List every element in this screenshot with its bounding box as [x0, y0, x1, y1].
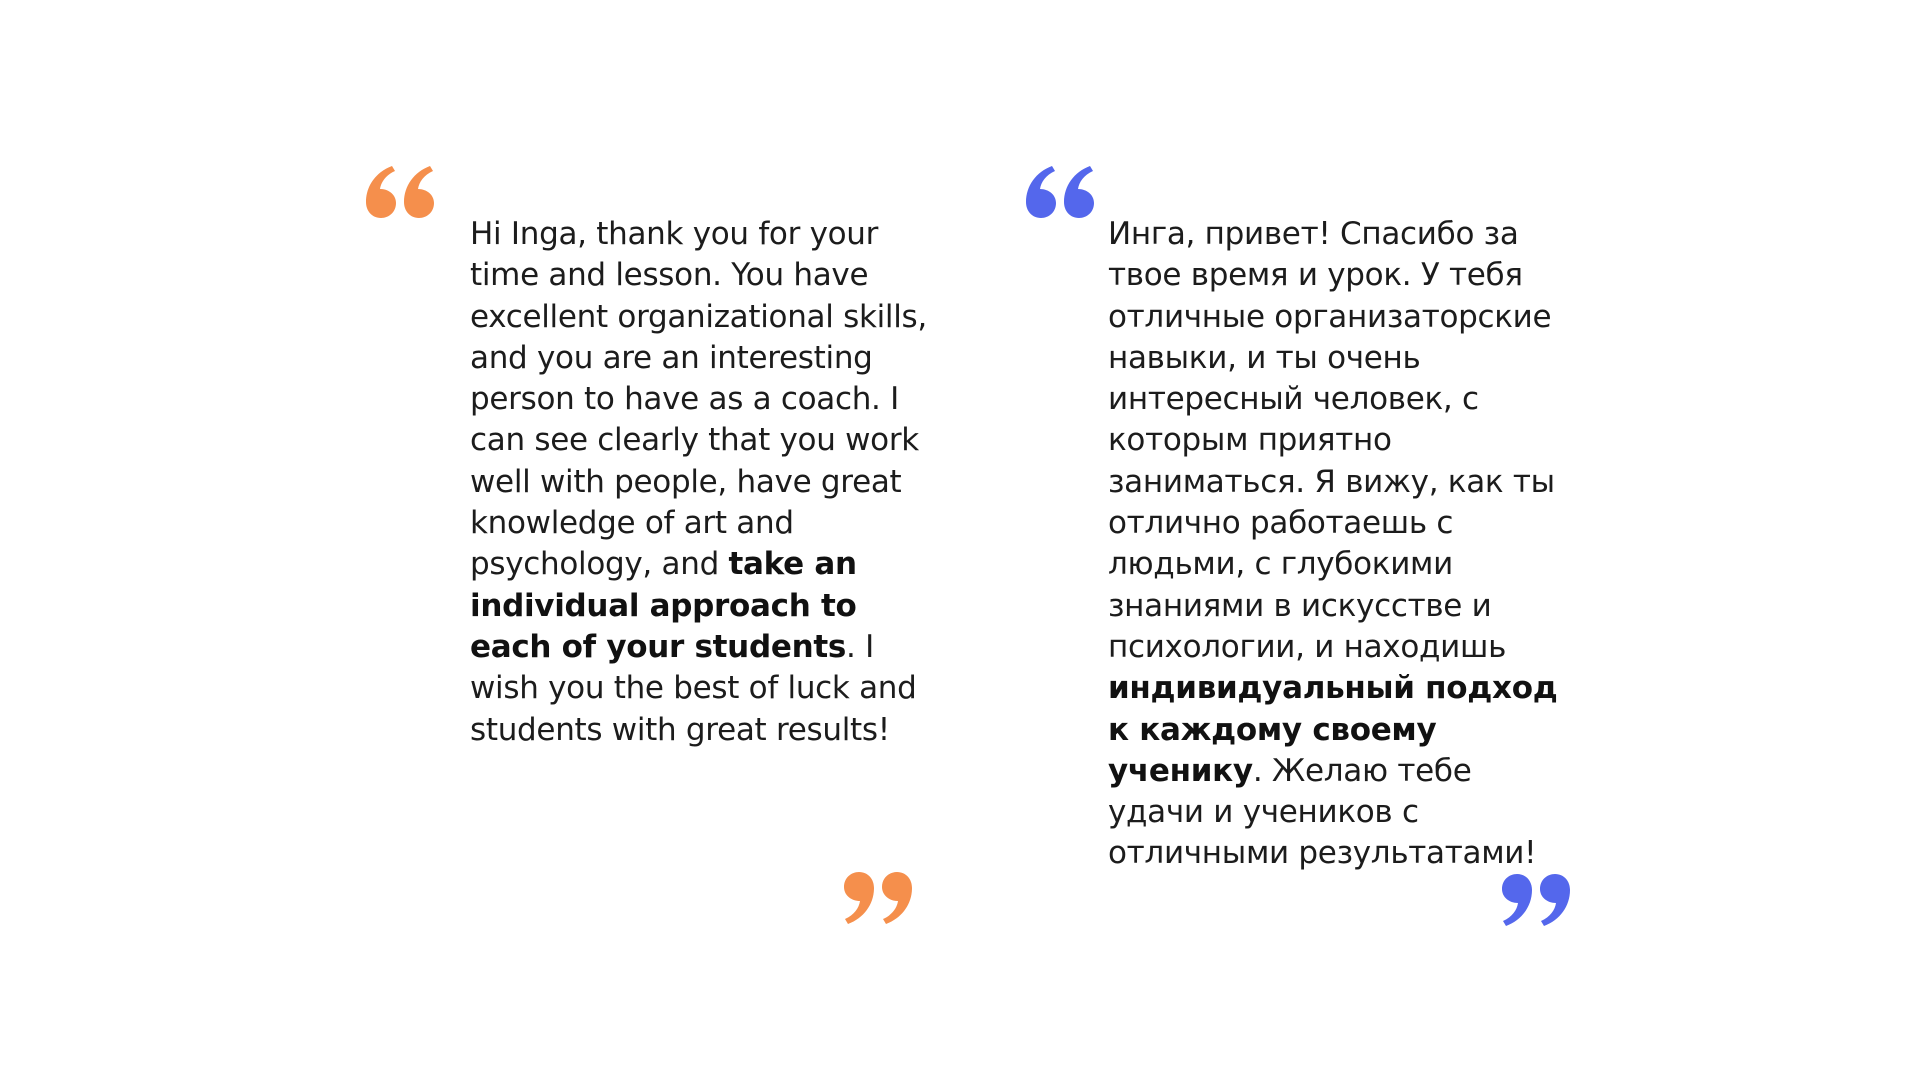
testimonial-text-ru [1108, 214, 1568, 875]
close-quote-icon [844, 872, 912, 924]
testimonial-text-ru-highlight: индивидуальный подход к каждому своему ученику [1108, 670, 1558, 789]
testimonial-text-en-part1: Hi Inga, thank you for your time and lesson. You have excellent organizational skills, and you are an interesting person to have as a coach. I can see clearly that you work well with people, have great knowledge of art and psychology, and [470, 216, 927, 583]
open-quote-icon [366, 166, 434, 218]
testimonial-text-en [470, 214, 930, 751]
close-quote-icon [1502, 874, 1570, 926]
testimonial-text-en-part2: . I wish you the best of luck and students with great results! [470, 628, 917, 748]
testimonial-text-ru-part1: Инга, привет! Спасибо за твое время и урок. У тебя отличные организаторские навыки, и ты очень интересный человек, с которым приятно заниматься. Я вижу, как ты отлично работаешь с людьми, с глубокими знаниями в искусстве и психологии, и находишь [1108, 216, 1555, 665]
testimonial-text-en-highlight: take an individual approach to each of your students [470, 546, 857, 665]
testimonial-text-ru-part2: . Желаю тебе удачи и учеников с отличными результатами! [1108, 752, 1537, 872]
open-quote-icon [1026, 166, 1094, 218]
